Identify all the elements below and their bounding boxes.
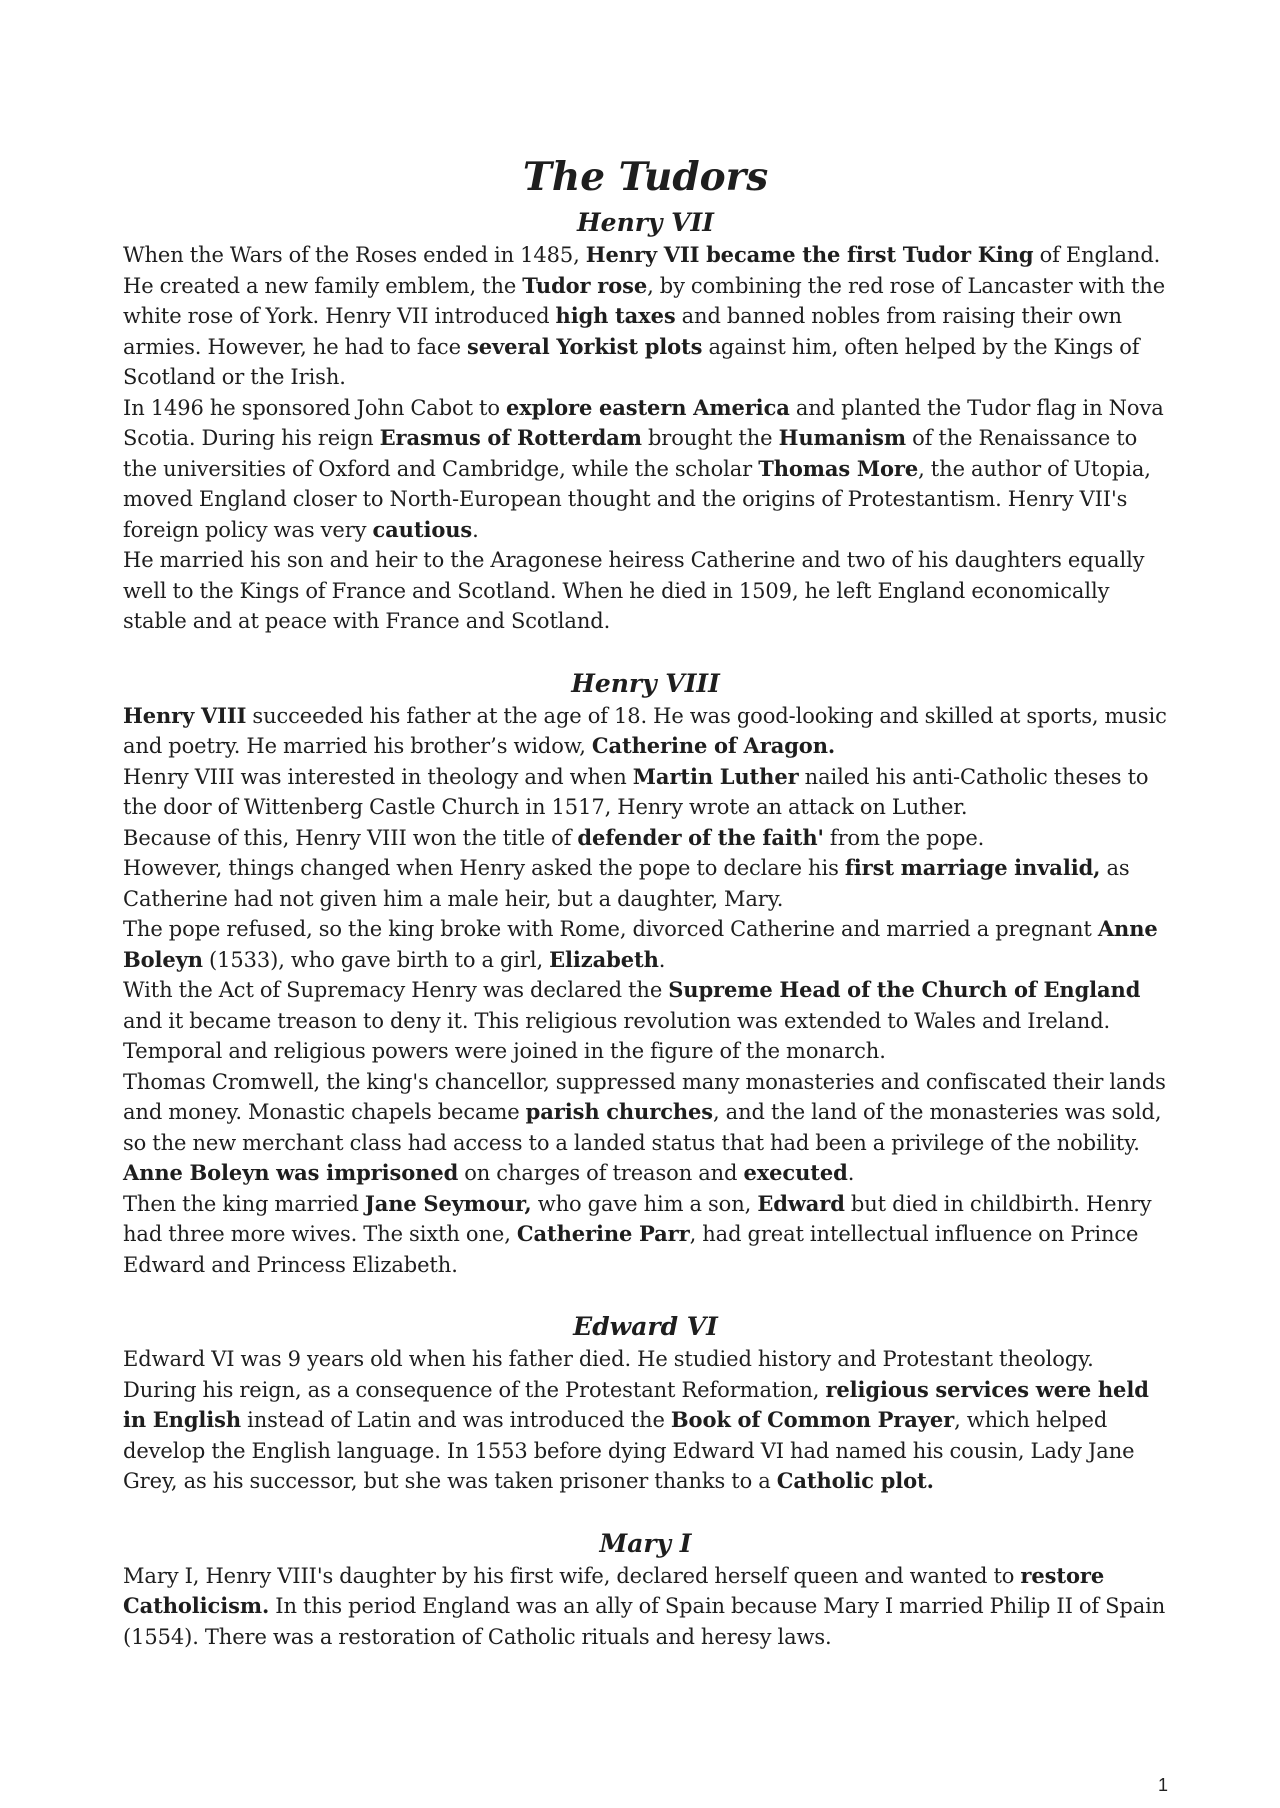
- paragraph: [123, 701, 1168, 762]
- bold-text: Elizabeth: [549, 946, 659, 972]
- paragraph: [123, 914, 1168, 975]
- text-run: Edward VI was 9 years old when his father died. He studied history and Protestant theology. During his reign, as a consequence of the Protestant Reformation,: [123, 1347, 1094, 1402]
- paragraph: [123, 393, 1168, 546]
- bold-text: Book of Common Prayer: [670, 1407, 955, 1432]
- paragraph: [123, 1561, 1168, 1653]
- bold-text: Anne Boleyn: [123, 916, 1158, 972]
- text-run: against him, often helped by the Kings of Scotland or the Irish.: [123, 334, 1140, 389]
- text-run: instead of Latin and was introduced the: [241, 1408, 671, 1432]
- text-run: Then the king married: [123, 1191, 365, 1216]
- text-run: .: [847, 1161, 855, 1185]
- bold-text: Humanism: [778, 425, 907, 450]
- bold-text: Henry VIII: [123, 702, 247, 728]
- text-run: but died in childbirth. Henry had three more wives. The sixth one,: [123, 1191, 1152, 1246]
- bold-text: first marriage invalid,: [844, 855, 1101, 880]
- section-heading: Mary I: [599, 1528, 692, 1558]
- bold-text: Henry VII became the first Tudor King: [585, 242, 1034, 267]
- text-run: He married his son and heir to the Aragonese heiress Catherine and two of his daughters equally well to the Kings of France and Scotland. When he died in 1509, he left England economically stable and at peace with France and Scotland.: [123, 548, 1145, 633]
- bold-text: Jane Seymour,: [364, 1190, 532, 1216]
- bold-text: several Yorkist plots: [466, 333, 703, 359]
- paragraph: [123, 853, 1168, 914]
- text-run: Henry VIII was interested in theology and when: [123, 764, 633, 789]
- text-run: .: [658, 947, 666, 972]
- bold-text: Martin Luther: [632, 763, 799, 789]
- text-run: , by combining the red rose of Lancaster with the white rose of York. Henry VII introduced: [123, 273, 1166, 328]
- paragraph: [123, 1344, 1168, 1497]
- text-run: , the author of Utopia, moved England closer to North-European thought and the origins of Protestantism. Henry VII's foreign policy was very: [123, 456, 1151, 542]
- page-number: 1: [1157, 1775, 1168, 1795]
- paragraph: [123, 240, 1168, 393]
- bold-text: Catherine Parr: [516, 1221, 690, 1246]
- section-heading: Henry VIII: [571, 668, 720, 698]
- bold-text: Catholic plot.: [776, 1468, 934, 1493]
- bold-text: high taxes: [555, 303, 676, 328]
- paragraph: [123, 823, 1168, 854]
- page-title: The Tudors: [522, 154, 769, 200]
- text-run: of England. He created a new family emblem, the: [123, 243, 1161, 298]
- text-run: who gave him a son,: [531, 1191, 758, 1216]
- bold-text: Tudor rose: [522, 272, 648, 298]
- bold-text: explore eastern America: [505, 394, 790, 420]
- paragraph: [123, 975, 1168, 1067]
- text-run: nailed his anti-Catholic theses to the door of Wittenberg Castle Church in 1517, Henry wrote an attack on Luther.: [123, 764, 1149, 819]
- section-heading: Henry VII: [577, 208, 714, 237]
- text-run: and it became treason to deny it. This religious revolution was extended to Wales and Ireland. Temporal and religious powers were joined in the figure of the monarch.: [123, 1008, 1111, 1063]
- bold-text: cautious: [372, 516, 473, 542]
- text-run: With the Act of Supremacy Henry was declared the: [123, 978, 669, 1002]
- text-run: Mary I, Henry VIII's daughter by his first wife, declared herself queen and wanted to: [123, 1563, 1021, 1588]
- text-run: and planted the Tudor flag in Nova Scotia. During his reign: [123, 395, 1164, 450]
- bold-text: Supreme Head of the Church of England: [668, 977, 1141, 1002]
- bold-text: parish churches: [525, 1099, 714, 1124]
- paragraph: [123, 1067, 1168, 1189]
- text-run: The pope refused, so the king broke with Rome, divorced Catherine and married a pregnant: [123, 917, 1098, 941]
- text-run: (1533), who gave birth to a girl,: [202, 947, 550, 972]
- section-heading: Edward VI: [573, 1312, 718, 1341]
- text-run: succeeded his father at the age of 18. He was good-looking and skilled at sports, music and poetry. He married his brother’s widow,: [123, 703, 1167, 758]
- text-run: In 1496 he sponsored John Cabot to: [123, 395, 506, 420]
- text-run: as Catherine had not given him a male heir, but a daughter, Mary.: [123, 856, 1130, 911]
- bold-text: religious services were held in English: [123, 1376, 1149, 1432]
- text-run: from the pope.: [823, 825, 985, 850]
- text-run: , which helped develop the English language. In 1553 before dying Edward VI had named his cousin, Lady Jane Grey, as his successor, but she was taken prisoner thanks to a: [123, 1408, 1135, 1493]
- paragraph: [123, 545, 1168, 637]
- text-run: and banned nobles from raising their own armies. However, he had to face: [123, 304, 1122, 359]
- text-run: However, things changed when Henry asked the pope to declare his: [123, 856, 845, 880]
- bold-text: executed: [743, 1160, 848, 1185]
- text-run: .: [472, 517, 479, 542]
- text-run: , and the land of the monasteries was sold, so the new merchant class had access to a landed status that had been a privilege of the nobility.: [123, 1100, 1162, 1155]
- text-run: In this period England was an ally of Spain because Mary I married Philip II of Spain (1554). There was a restoration of Catholic rituals and heresy laws.: [123, 1594, 1166, 1649]
- bold-text: defender of the faith': [577, 824, 824, 850]
- bold-text: Catherine of Aragon.: [591, 733, 836, 758]
- document-body: [123, 206, 1168, 1652]
- bold-text: Thomas More: [758, 455, 919, 481]
- text-run: on charges of treason and: [458, 1161, 744, 1185]
- bold-text: restore Catholicism.: [123, 1562, 1105, 1618]
- paragraph: [123, 1189, 1168, 1281]
- bold-text: Edward: [757, 1190, 845, 1216]
- document-page: [123, 152, 1168, 1652]
- bold-text: Anne Boleyn was imprisoned: [123, 1160, 459, 1185]
- paragraph: [123, 762, 1168, 823]
- text-run: , had great intellectual influence on Prince Edward and Princess Elizabeth.: [123, 1222, 1139, 1277]
- text-run: of the Renaissance to the universities of Oxford and Cambridge, while the scholar: [123, 426, 1138, 481]
- text-run: brought the: [641, 426, 779, 450]
- text-run: Because of this, Henry VIII won the title of: [123, 825, 578, 850]
- text-run: When the Wars of the Roses ended in 1485,: [123, 243, 586, 267]
- text-run: Thomas Cromwell, the king's chancellor, suppressed many monasteries and confiscated their lands and money. Monastic chapels became: [123, 1069, 1166, 1124]
- bold-text: Erasmus of Rotterdam: [379, 425, 642, 450]
